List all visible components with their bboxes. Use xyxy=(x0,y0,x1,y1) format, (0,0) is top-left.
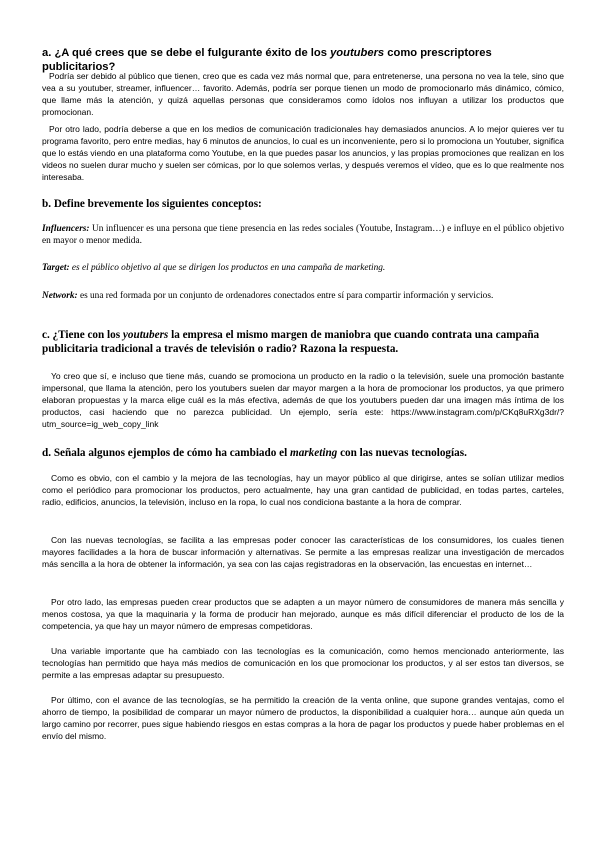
instagram-link[interactable]: https://www.instagram.com/p/CKq8uRXg3dr/?utm_source=ig_web_copy_link xyxy=(42,407,564,429)
section-d-paragraph-5: Por último, con el avance de las tecnologías, se ha permitido la creación de la venta online, que supone grandes ventajas, como el ahorro de tiempo, la posibilidad de comparar un mayor número de productos, la disponibilidad a cualquier hora… aunque aún queda un largo camino por recorrer, pues sigue habiendo riesgos en estas compras a la hora de pagar los productos y puede haber problemas en el envío del mismo. xyxy=(42,695,564,741)
network-term: Network: xyxy=(42,291,78,301)
section-d-paragraph-2: Con las nuevas tecnologías, se facilita a las empresas poder conocer las características de los consumidores, los cuales tienen mayores facilidades a la hora de buscar información y alternativas. Se permite a las empresas realizar una investigación de mercados más sencilla a la hora de obtener la información, ya sea con las cajas registradoras en la observación, las encuestas en internet… xyxy=(42,535,564,569)
influencers-definition xyxy=(42,223,564,248)
network-definition xyxy=(42,290,564,302)
section-c-heading-suffix: la empresa el mismo margen de maniobra que cuando contrata una campaña publicitaria tradicional a través de televisión o radio? Razona la respuesta. xyxy=(42,329,540,355)
section-c-heading-text: c. ¿Tiene con los xyxy=(42,329,123,341)
section-c-text: Yo creo que sí, e incluso que tiene más, cuando se promociona un producto en la radio o la televisión, suele una promoción bastante impersonal, que llama la atención, pero los youtubers suelen dar mayor margen a la hora de promocionar los productos, ya que primero elaboran propuestas y la marca elige cuál es la más efectiva, además de que los youtubers pueden dar una imagen más íntima de los productos, casi haciendo que no parezca publicidad. Un ejemplo, sería este: xyxy=(42,371,564,417)
section-d-paragraph-1: Como es obvio, con el cambio y la mejora de las tecnologías, hay un mayor público al que dirigirse, antes se solían utilizar medios como el periódico para promocionar los productos, pero actualmente, hay una gran cantidad de publicidad, en todas partes, carteles, radio, edificios, anuncios, la televisión, incluso en la ropa, lo cual nos condiciona bastante a la hora de comprar. xyxy=(42,473,564,507)
section-a-paragraph-2: Por otro lado, podría deberse a que en los medios de comunicación tradicionales hay demasiados anuncios. A lo mejor quieres ver tu programa favorito, pero entre medias, hay 6 minutos de anuncios, lo cual es un inconveniente, pero si lo promociona un Youtuber, significa que lo estás viendo en una plataforma como Youtube, en la que puedes pasar los anuncios, y las propias promociones que realizan en los videos no suelen durar mucho y suelen ser cómicas, por lo que solemos verlas, y después veremos el vídeo, que es lo que realmente nos interesaba. xyxy=(42,124,564,182)
section-c-paragraph xyxy=(42,370,564,430)
target-definition xyxy=(42,262,564,274)
influencers-term: Influencers: xyxy=(42,224,90,234)
target-text: es el público objetivo al que se dirigen los productos en una campaña de marketing. xyxy=(69,263,386,273)
section-c-heading-emphasis: youtubers xyxy=(122,329,169,341)
target-term: Target: xyxy=(42,263,70,273)
section-d-heading-text: d. Señala algunos ejemplos de cómo ha cambiado el xyxy=(42,447,291,459)
section-a-paragraph-1: Podría ser debido al público que tienen, creo que es cada vez más normal que, para entretenerse, una persona no vea la tele, sino que vea a su youtuber, streamer, influencer… favorito. Además, podría ser porque tienen un modo de promocionarlo más dinámico, cómico, que llame más la atención, y quizá aquellas personas que consideramos como ídolos nos influyan a utilizar los productos que promocionan. xyxy=(42,71,564,117)
section-d-heading-suffix: con las nuevas tecnologías. xyxy=(337,447,467,459)
section-d-heading-emphasis: marketing xyxy=(290,447,338,459)
influencers-text: Un influencer es una persona que tiene presencia en las redes sociales (Youtube, Instagram…) e influye en el público objetivo en mayor o menor medida. xyxy=(42,224,564,247)
section-b-heading: b. Define brevemente los siguientes conceptos: xyxy=(42,198,262,210)
section-a-heading-emphasis: youtubers xyxy=(330,47,385,59)
section-a-heading-text: a. ¿A qué crees que se debe el fulgurante éxito de los xyxy=(42,47,331,59)
section-d-heading xyxy=(42,446,564,460)
network-text: es una red formada por un conjunto de ordenadores conectados entre sí para compartir información y servicios. xyxy=(77,291,494,301)
section-d-paragraph-4: Una variable importante que ha cambiado con las tecnologías es la comunicación, como hemos mencionado anteriormente, las tecnologías han permitido que haya más medios de comunicación en los que promocionar los productos, y al ser estos tan diversos, se permite a las empresas adaptar su presupuesto. xyxy=(42,646,564,680)
section-d-paragraph-3: Por otro lado, las empresas pueden crear productos que se adapten a un mayor número de consumidores de manera más sencilla y menos costosa, ya que la maquinaria y la forma de producir han mejorado, aunque es más difícil diferenciar el producto de los de la competencia, ya que hay un mayor número de empresas competidoras. xyxy=(42,597,564,631)
section-c-heading xyxy=(42,328,564,356)
section-a-heading-suffix: como prescriptores publicitarios? xyxy=(42,47,492,73)
